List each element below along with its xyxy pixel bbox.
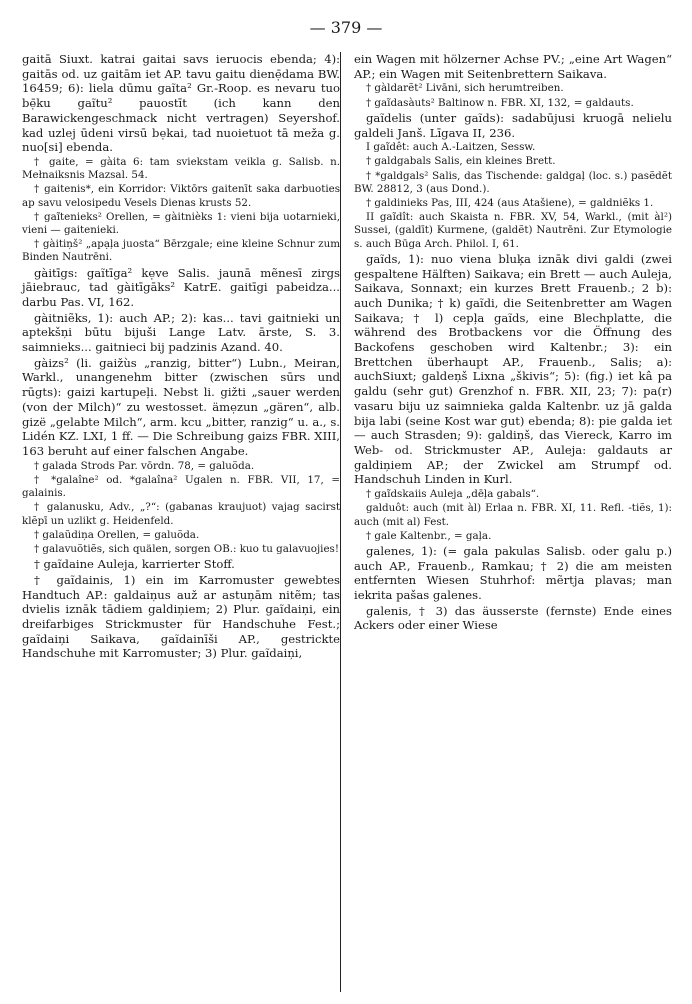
page-number: — 379 — bbox=[309, 18, 383, 37]
dictionary-entry: † gaĩdskaiis Auleja „dēļa gabals“. bbox=[366, 488, 540, 501]
dictionary-entry: galenes, 1): (= gala pakulas Salisb. oder galu p.) auch AP., Frauenb., Ramkau; † 2) die am meisten entfernten Wiesen Stuhrhof: mẽrtja plavas; man iekrita pašas galenes. bbox=[354, 543, 672, 603]
dictionary-entry: † gàldarẽt² Livāni, sich herumtreiben. bbox=[366, 82, 564, 95]
dictionary-entry: II gaĩdît: auch Skaista n. FBR. XV, 54, Warkl., (mit àl²) Sussei, (galdīt) Kurmene, (galdẽt) Nautrēni. Zur Etymologie s. auch Būga Arch. Philol. I, 61. bbox=[354, 211, 672, 250]
dictionary-entry: ein Wagen mit hölzerner Achse PV.; „eine Art Wagen“ AP.; ein Wagen mit Seitenbrettern Saikava. bbox=[354, 52, 672, 81]
dictionary-entry: † gaĩdainis, 1) ein im Karromuster gewebtes Handtuch AP.: galdaiņus auž ar astuņām nitẽm; tas dvielis iznāk tādiem galdiņiem; 2) Plur. gaĩdaiņi, ein dreifarbiges Strickmuster für Handschuhe Fest.; gaĩdaiņi Saikava, gaĩdainīši AP., gestrickte Handschuhe mit Karromuster; 3) Plur. gaĩdaiņi, bbox=[22, 572, 340, 661]
dictionary-entry: gaĩds, 1): nuo viena bluķa iznāk divi galdi (zwei gespaltene Hälften) Saikava; ein Brett — auch Auleja, Saikava, Sonnaxt; ein kurzes Brett Frauenb.; 2 b): auch Dunika; † k) gaĩdi, die Seitenbretter am Wagen Saikava; † l) cepļa gaĩds, eine Blechplatte, die während des Brotbackens vor die Öffnung des Backofens geschoben wird Kaltenbr.; 3): ein Brettchen überhaupt AP., Frauenb., Salis; a): auchSiuxt; galdeņš Lixna „škivis“; 5): (fig.) iet kâ pa galdu (sehr gut) Grenzhof n. FBR. XII, 23; 7): pa(r) vasaru biju uz saimnieka galda Kaltenbr. uz jā galda bija labi (seine Kost war gut) ebenda; 8): pie galda iet — auch Strasden; 9): galdiņš, das Viereck, Karro im Web- od. Strickmuster AP., Auleja: galdauts ar galdiņiem AP.; der Zwickel am Strumpf od. Handschuh Linden in Kurl. bbox=[354, 251, 672, 487]
dictionary-entry: † gaĩtenieks² Orellen, = gàitnièks 1: vieni bija uotarnieki, vieni — gaitenieki. bbox=[22, 210, 340, 236]
dictionary-entry: gàizs² (li. gaižùs „ranzig, bitter“) Lubn., Meiran, Warkl., unangenehm bitter (zwischen sūrs und rūgts): gaizi kartupeļi. Nebst li. gižti „sauer werden (von der Milch)“ zu westosset. ämẹzun „gären“, alb. gizë „gelabte Milch“, arm. kcu „bitter, ranzig“ u. a., s. Lidén KZ. LXI, 1 ff. — Die Schreibung gaizs FBR. XIII, 163 beruht auf einer falschen Angabe. bbox=[22, 355, 340, 458]
dictionary-entry: † *galaîne² od. *galaîna² Ugalen n. FBR. VII, 17, = galainis. bbox=[22, 473, 340, 500]
dictionary-entry: gàitniẽks, 1): auch AP.; 2): kas... tavi gaitnieki un aptekšņi būtu bijuši Lange Latv. ārste, S. 3. saimnieks... gaitnieci bij padzinis Azand. 40. bbox=[22, 310, 340, 355]
dictionary-entry: I gaĩdêt: auch A.-Laitzen, Sessw. bbox=[366, 141, 536, 154]
dictionary-entry: gaĩdelis (unter gaĩds): sadabūjusi kruogā nelielu galdeli Janš. Līgava II, 236. bbox=[354, 110, 672, 140]
dictionary-entry: gàitīgs: gaĩtīga² kẹve Salis. jaunā mẽnesī zirgs jāiebrauc, tad gàitīgāks² KatrE. gaitīgi pabeidza... darbu Pas. VI, 162. bbox=[22, 265, 340, 309]
dictionary-entry: † galavuõtiẽs, sich quälen, sorgen OB.: kuo tu galavuojies! bbox=[34, 542, 339, 555]
dictionary-entry: † galaũdiņa Orellen, = galuõda. bbox=[34, 528, 200, 541]
dictionary-entry: † galanusku, Adv., „?“: (gabanas kraujuot) vajag sacirst klẽpī un uzlikt g. Heidenfeld. bbox=[22, 501, 340, 527]
dictionary-entry: galduôt: auch (mit àl) Erlaa n. FBR. XI, 11. Refl. -tiẽs, 1): auch (mit al) Fest. bbox=[354, 502, 672, 528]
dictionary-entry: gaitā Siuxt. katrai gaitai savs ieruocis ebenda; 4): gaitās od. uz gaitām iet AP. tavu gaitu dienẹ̄dama BW. 16459; 6): liela dūmu gaĩta² Gr.-Roop. es nevaru tuo bẹ̄ku gaĩtu² pauostīt (ich kann den Barawickengeschmack nicht vertragen) Seyershof. kad uzlej ūdeni virsū bẹkai, tad nuoietuot tā meža g. nuo[si] ebenda. bbox=[22, 52, 340, 155]
dictionary-entry: † gàitiņš² „apạļa juosta“ Bērzgale; eine kleine Schnur zum Binden Nautrēni. bbox=[22, 238, 340, 264]
dictionary-entry: † gaĩdaine Auleja, karrierter Stoff. bbox=[34, 557, 235, 572]
dictionary-entry: † galdgabals Salis, ein kleines Brett. bbox=[366, 155, 556, 168]
dictionary-entry: † gaĩdasàuts² Baltinow n. FBR. XI, 132, = galdauts. bbox=[366, 96, 634, 109]
dictionary-entry: † galdinieks Pas, III, 424 (aus Atašiene), = galdniẽks 1. bbox=[366, 197, 654, 210]
right-column bbox=[354, 52, 672, 634]
dictionary-entry: † gaite, = gàita 6: tam sviekstam veikla g. Salisb. n. Mełnaiksnis Mazsal. 54. bbox=[22, 155, 340, 182]
column-divider bbox=[340, 52, 341, 992]
left-column bbox=[22, 52, 340, 662]
dictionary-entry: galenis, † 3) das äusserste (fernste) Ende eines Ackers oder einer Wiese bbox=[354, 603, 672, 633]
dictionary-entry: † gaitenis*, ein Korridor: Viktōrs gaitenīt saka darbuoties ap savu velosipedu Vesels Dienas krusts 52. bbox=[22, 183, 340, 209]
dictionary-entry: † gale Kaltenbr., = gaļa. bbox=[366, 529, 492, 542]
dictionary-entry: † *galdgals² Salis, das Tischende: galdgaļ (loc. s.) pasẽdẽt BW. 28812, 3 (aus Dond.). bbox=[354, 169, 672, 195]
dictionary-entry: † galada Strods Par. vōrdn. 78, = galuõda. bbox=[34, 459, 255, 472]
